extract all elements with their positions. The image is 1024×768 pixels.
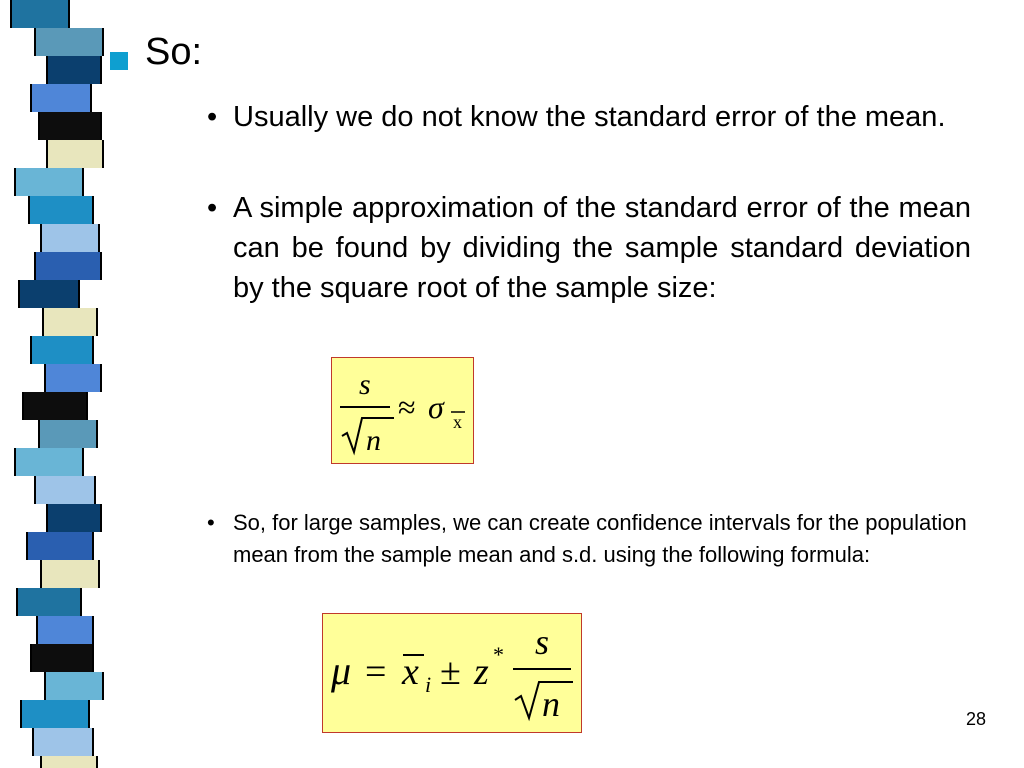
decorative-stripe <box>14 168 84 196</box>
bullet-text-1: Usually we do not know the standard error of the mean. <box>233 101 946 133</box>
decorative-stripe <box>30 84 92 112</box>
decorative-stripe-bar <box>0 0 112 768</box>
decorative-stripe <box>34 28 104 56</box>
formula1-denominator: n <box>366 424 381 457</box>
bullet-item-2 <box>207 188 971 308</box>
formula2-z: z <box>474 651 489 693</box>
decorative-stripe <box>44 364 102 392</box>
decorative-stripe <box>32 728 94 756</box>
decorative-stripe <box>30 644 94 672</box>
decorative-stripe <box>46 504 102 532</box>
decorative-stripe <box>18 280 80 308</box>
decorative-stripe <box>40 756 98 768</box>
decorative-stripe <box>14 448 84 476</box>
decorative-stripe <box>40 560 100 588</box>
decorative-stripe <box>38 112 102 140</box>
decorative-stripe <box>46 56 102 84</box>
standard-error-formula <box>331 357 474 464</box>
confidence-interval-formula <box>322 613 582 733</box>
formula1-approx-sign: ≈ <box>398 389 416 425</box>
decorative-stripe <box>26 532 94 560</box>
bullet-dot-icon: • <box>207 101 218 133</box>
decorative-stripe <box>42 308 98 336</box>
formula2-mu: μ <box>331 648 352 693</box>
page-number: 28 <box>966 709 987 729</box>
slide-heading: So: <box>145 31 203 73</box>
formula2-star: * <box>493 642 504 667</box>
bullet-dot-icon: • <box>207 192 218 224</box>
sub-bullet-text: So, for large samples, we can create confidence intervals for the population mean from the sample mean and s.d. using the following formula: <box>233 510 967 567</box>
decorative-stripe <box>38 420 98 448</box>
formula2-numerator: s <box>535 622 550 662</box>
decorative-stripe <box>44 672 104 700</box>
decorative-stripe <box>16 588 82 616</box>
formula2-denominator: n <box>542 684 560 724</box>
decorative-stripe <box>46 140 104 168</box>
decorative-stripe <box>40 224 100 252</box>
decorative-stripe <box>20 700 90 728</box>
decorative-stripe <box>34 476 96 504</box>
formula2-equals: = <box>365 651 387 693</box>
decorative-stripe <box>22 392 88 420</box>
sub-bullet-item <box>207 507 973 571</box>
formula2-xbar: x <box>402 651 419 693</box>
formula1-sigma: σ <box>428 389 444 425</box>
formula2-subscript-i: i <box>425 672 432 697</box>
decorative-stripe <box>34 252 102 280</box>
decorative-stripe <box>28 196 94 224</box>
formula2-plus-minus: ± <box>440 651 461 693</box>
decorative-stripe <box>30 336 94 364</box>
decorative-stripe <box>36 616 94 644</box>
square-bullet-icon <box>110 52 128 70</box>
bullet-item-1 <box>207 97 971 137</box>
bullet-text-2: A simple approximation of the standard error of the mean can be found by dividing the sample standard deviation by the square root of the sample size: <box>233 192 971 304</box>
bullet-dot-icon: • <box>207 510 215 535</box>
formula1-numerator: s <box>359 368 371 401</box>
decorative-stripe <box>10 0 70 28</box>
formula1-subscript: x <box>453 412 462 432</box>
